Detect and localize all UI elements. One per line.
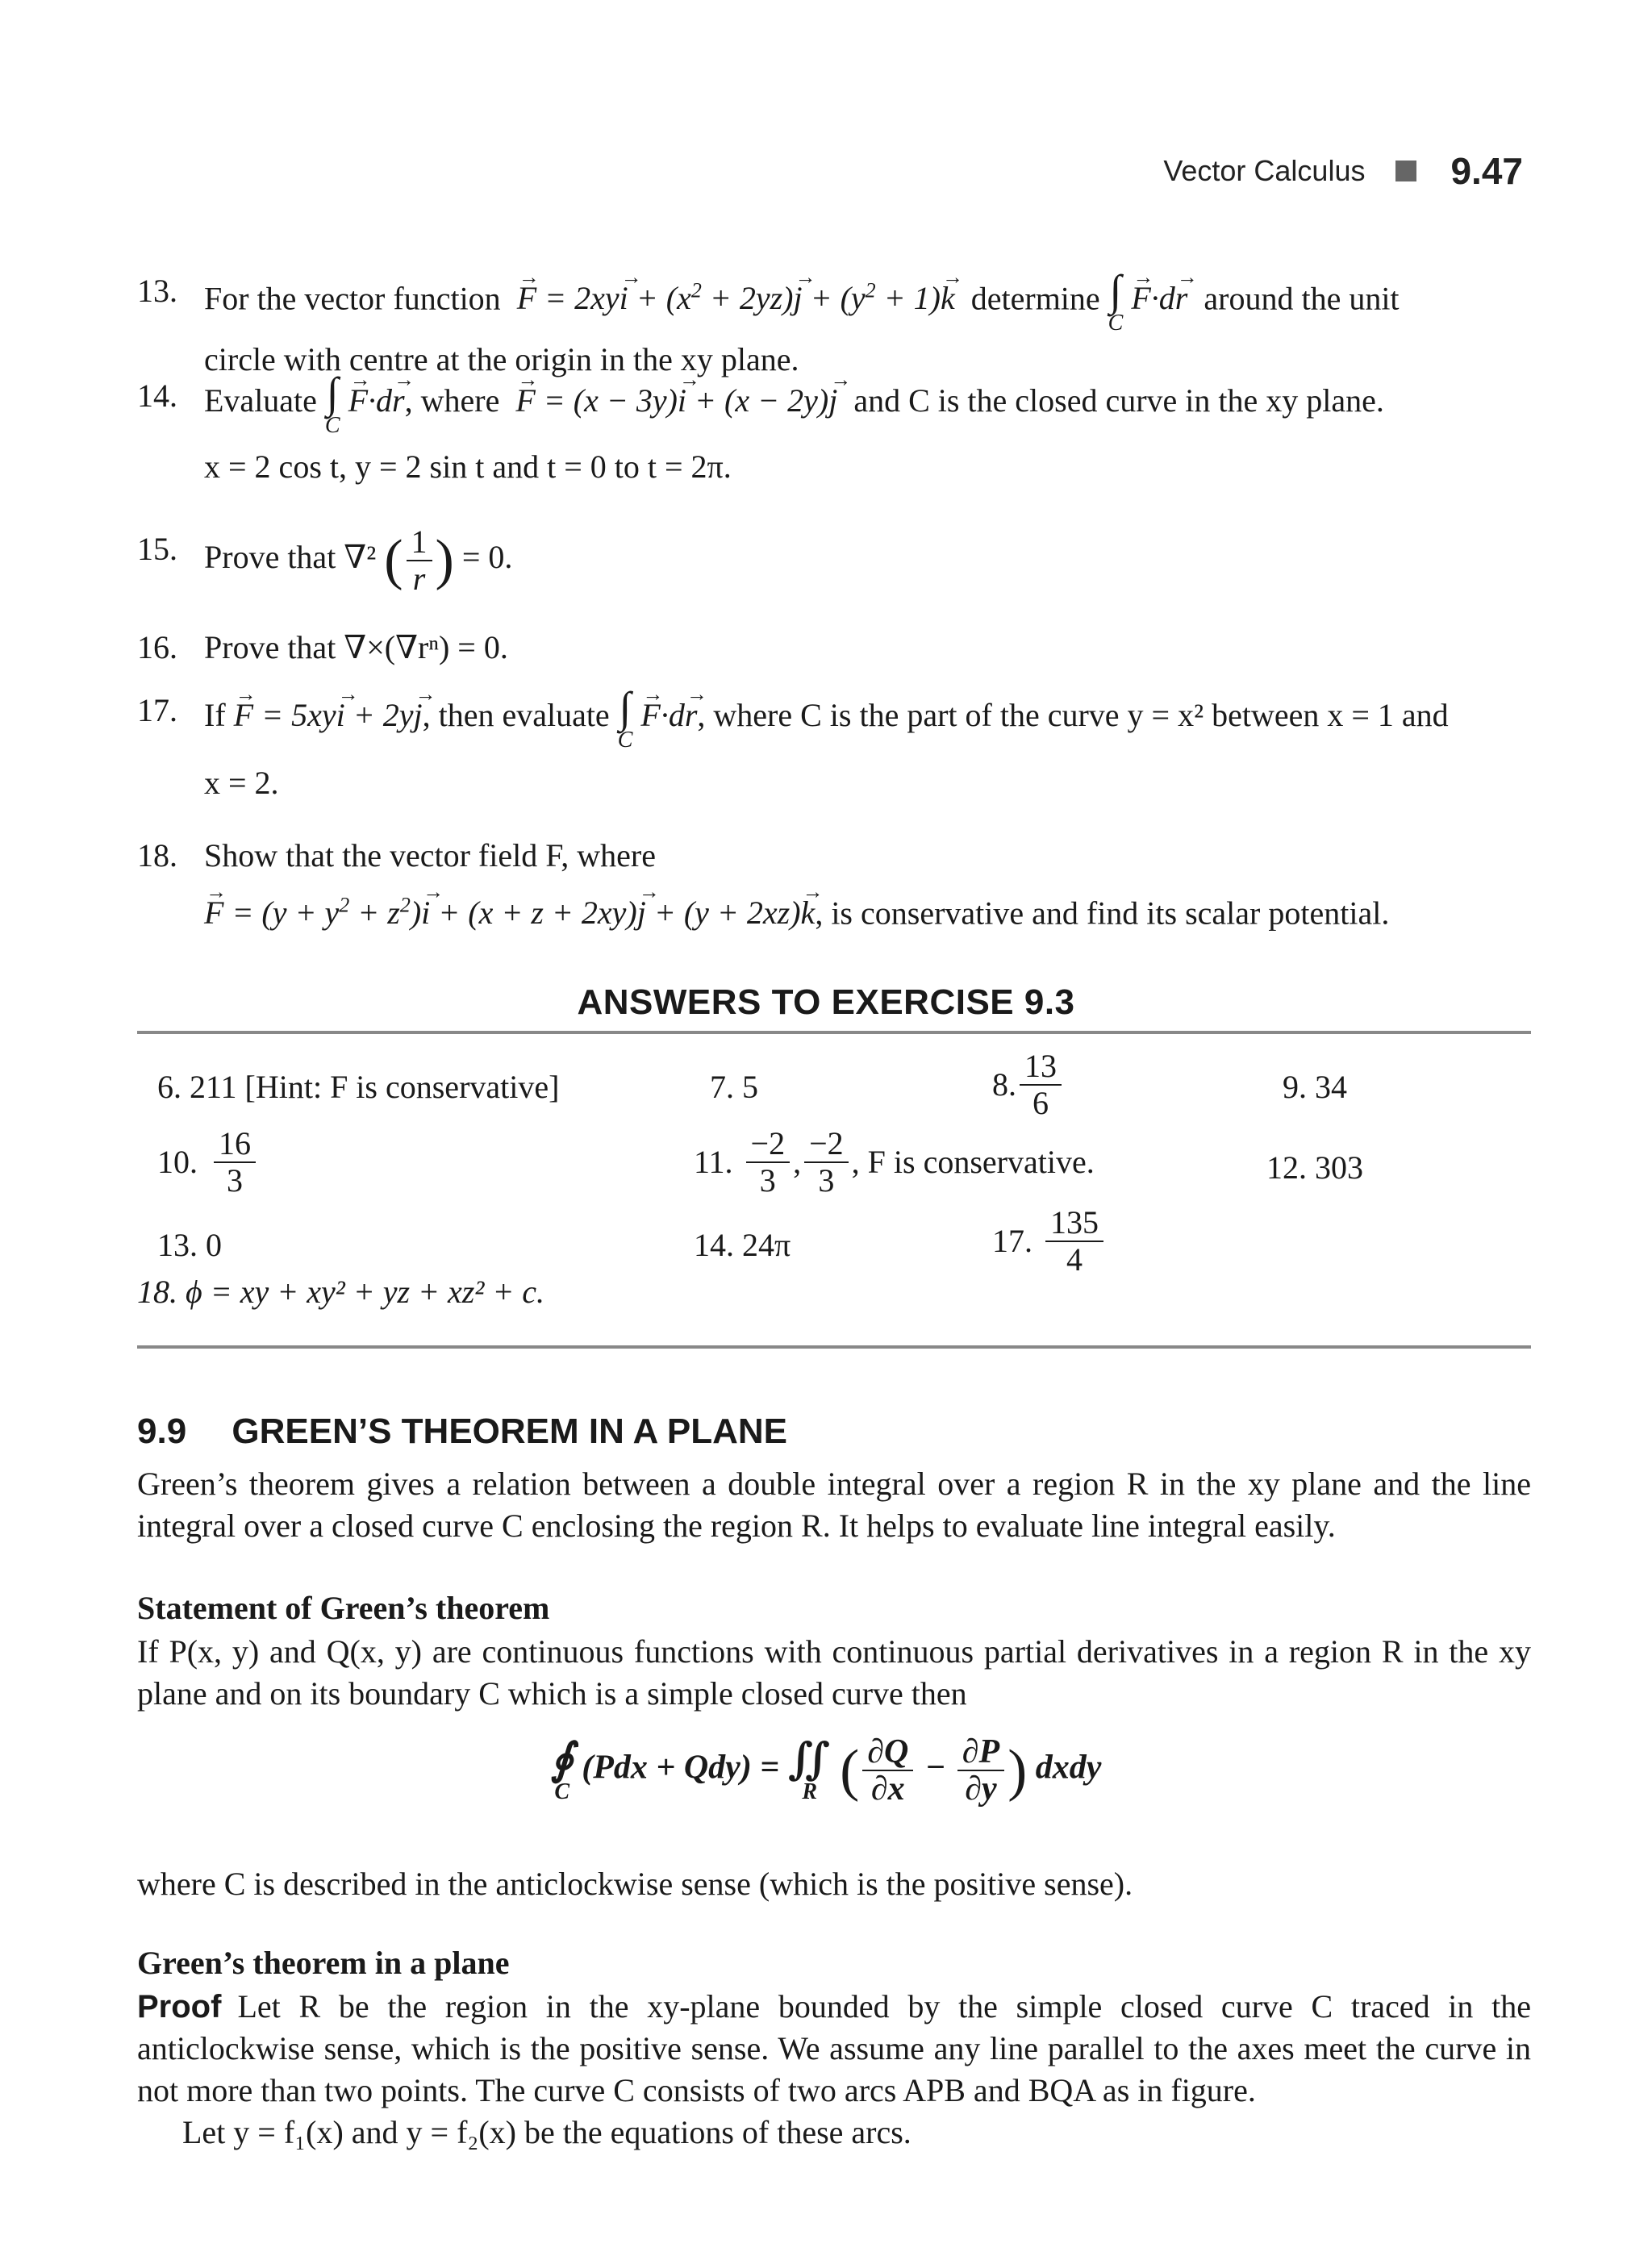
problem-text: , then evaluate bbox=[422, 697, 610, 734]
problem-text: , where bbox=[404, 382, 500, 419]
proof-label: Proof bbox=[137, 1989, 222, 2025]
problem-text: Show that the vector field F, where bbox=[204, 837, 656, 874]
answer-number: 11. bbox=[694, 1144, 733, 1180]
answer-10 bbox=[157, 1126, 259, 1199]
fraction: $\frac{\partial P}{\partial y}$ bbox=[957, 1734, 1004, 1807]
plane-heading: Green’s theorem in a plane bbox=[137, 1945, 510, 1981]
problem-14 bbox=[137, 371, 1531, 492]
problem-17 bbox=[137, 683, 1531, 808]
running-head bbox=[1163, 147, 1523, 195]
formula: → F = (x − 3y)→ i + (x − 2y)→ j bbox=[507, 382, 845, 419]
running-head-title: Vector Calculus bbox=[1163, 154, 1366, 187]
proof-paragraph bbox=[137, 1986, 1531, 2112]
answer-6: 6. 211 [Hint: F is conservative] bbox=[157, 1069, 560, 1105]
formula: → F·d→ r bbox=[348, 382, 405, 419]
denominator: 4 bbox=[1066, 1241, 1083, 1278]
problem-16 bbox=[137, 623, 1531, 673]
fraction bbox=[1020, 1049, 1062, 1121]
line-integral-icon: ∫ C bbox=[1108, 266, 1124, 336]
problem-number: 18. bbox=[137, 837, 177, 874]
problem-text: Evaluate bbox=[204, 382, 317, 419]
intro-paragraph: Green’s theorem gives a relation between a double integral over a region R in the xy plane and the line integral over a closed curve C enclosing the region R. It helps to evaluate line integral easily. bbox=[137, 1466, 1531, 1544]
problem-18 bbox=[137, 831, 1531, 938]
greens-theorem-formula: ∮ C (Pdx + Qdy) = ∬ R ( $\frac{\partial Q}{\partial x}$ − $\frac{\partial P}{\partial y}$ ) dxdy bbox=[550, 1733, 1102, 1808]
fraction: $\frac{-2}{3}$ bbox=[804, 1126, 849, 1199]
divider-top bbox=[137, 1031, 1531, 1034]
section-title: GREEN’S THEOREM IN A PLANE bbox=[232, 1412, 787, 1451]
answer-13: 13. 0 bbox=[157, 1227, 222, 1263]
paren-right-icon: ) bbox=[435, 529, 454, 591]
statement-heading: Statement of Green’s theorem bbox=[137, 1590, 550, 1626]
problem-text: For the vector function bbox=[204, 280, 501, 317]
problem-text: Prove that ∇² bbox=[204, 539, 377, 576]
formula: → F·d→ r bbox=[1131, 280, 1195, 316]
problem-text: , is conservative and find its scalar potential. bbox=[815, 894, 1390, 932]
answers-title: ANSWERS TO EXERCISE 9.3 bbox=[577, 982, 1075, 1022]
problem-number: 16. bbox=[137, 629, 177, 665]
numerator: 13 bbox=[1020, 1049, 1062, 1086]
formula: → $F = (y + y^2 + z^2)\to i + (x + z + 2xy)\to j + (y + 2xz)\to k$ bbox=[204, 894, 815, 931]
denominator: 6 bbox=[1032, 1085, 1049, 1121]
double-integral-icon: ∬ R bbox=[787, 1735, 832, 1804]
answer-number: 8. bbox=[992, 1066, 1016, 1103]
fraction: $\frac{-2}{3}$ bbox=[746, 1126, 791, 1199]
answer-11: 11. $\frac{-2}{3}$ , $\frac{-2}{3}$ , F is conservative. bbox=[694, 1125, 1095, 1199]
answer-7: 7. 5 bbox=[710, 1069, 758, 1105]
running-head-square-icon bbox=[1395, 161, 1416, 181]
fraction: $\frac{\partial Q}{\partial x}$ bbox=[862, 1734, 913, 1807]
problem-text: circle with centre at the origin in the xy plane. bbox=[204, 341, 799, 378]
section-heading bbox=[137, 1412, 787, 1452]
problem-text: = 0. bbox=[461, 539, 513, 576]
statement-paragraph: If P(x, y) and Q(x, y) are continuous functions with continuous partial derivatives in a region R in the xy plane and on its boundary C which is a simple closed curve then bbox=[137, 1633, 1531, 1712]
problem-number: 17. bbox=[137, 692, 177, 728]
problem-number: 13. bbox=[137, 273, 177, 309]
problem-text: and C is the closed curve in the xy plane. bbox=[853, 382, 1384, 419]
numerator: 135 bbox=[1045, 1205, 1103, 1242]
section-number: 9.9 bbox=[137, 1412, 187, 1451]
numerator: 16 bbox=[214, 1126, 256, 1163]
fraction bbox=[1045, 1205, 1103, 1278]
problem-text: x = 2 cos t, y = 2 sin t and t = 0 to t = 2π. bbox=[204, 448, 732, 485]
problem-text: x = 2. bbox=[204, 765, 279, 801]
answer-9: 9. 34 bbox=[1283, 1069, 1347, 1105]
line-integral-icon: ∫ C bbox=[324, 369, 340, 438]
after-formula-text: where C is described in the anticlockwise sense (which is the positive sense). bbox=[137, 1866, 1133, 1902]
problem-text: around the unit bbox=[1204, 280, 1400, 317]
answer-number: 10. bbox=[157, 1144, 198, 1180]
answer-12: 12. 303 bbox=[1266, 1149, 1363, 1186]
answer-18: 18. ϕ = xy + xy² + yz + xz² + c. bbox=[137, 1274, 545, 1310]
formula: → F·d→ r bbox=[640, 697, 697, 733]
problem-15 bbox=[137, 524, 1531, 597]
answer-8 bbox=[992, 1049, 1065, 1121]
answer-number: 17. bbox=[992, 1223, 1032, 1259]
formula: → F = 5xy→ i + 2y→ j bbox=[234, 697, 423, 733]
problem-text: If bbox=[204, 697, 226, 734]
answer-text: F is conservative. bbox=[867, 1144, 1095, 1180]
proof-text: Let R be the region in the xy-plane bounded by the simple closed curve C traced in the anticlockwise sense, which is the positive sense. We assume any line parallel to the axes meet the curve in not more than two points. The curve C consists of two arcs APB and BQA as in figure. bbox=[137, 1988, 1531, 2108]
contour-integral-icon: ∮ C bbox=[550, 1735, 574, 1804]
problem-text: Prove that ∇×(∇rⁿ) = 0. bbox=[204, 629, 508, 665]
fraction bbox=[214, 1126, 256, 1199]
problem-number: 14. bbox=[137, 377, 177, 414]
problem-text: , where C is the part of the curve y = x² between x = 1 and bbox=[697, 697, 1449, 734]
answer-14: 14. 24π bbox=[694, 1227, 791, 1263]
paren-left-icon: ( bbox=[384, 529, 403, 591]
line-integral-icon: ∫ C bbox=[617, 683, 633, 753]
denominator: 3 bbox=[227, 1162, 243, 1199]
last-line: Let y = f₁(x) and y = f₂(x) be the equations of these arcs. bbox=[182, 2114, 912, 2150]
problem-text: determine bbox=[970, 280, 1100, 317]
divider-bottom bbox=[137, 1345, 1531, 1349]
answer-17 bbox=[992, 1205, 1107, 1278]
problem-number: 15. bbox=[137, 531, 177, 567]
page-number: 9.47 bbox=[1450, 150, 1523, 192]
fraction: $\frac{1}{r}$ bbox=[407, 524, 432, 597]
formula: → $F = 2xy\to i + (x^2 + 2yz)\to j + (y^2 + 1)\to k$ bbox=[509, 280, 963, 316]
